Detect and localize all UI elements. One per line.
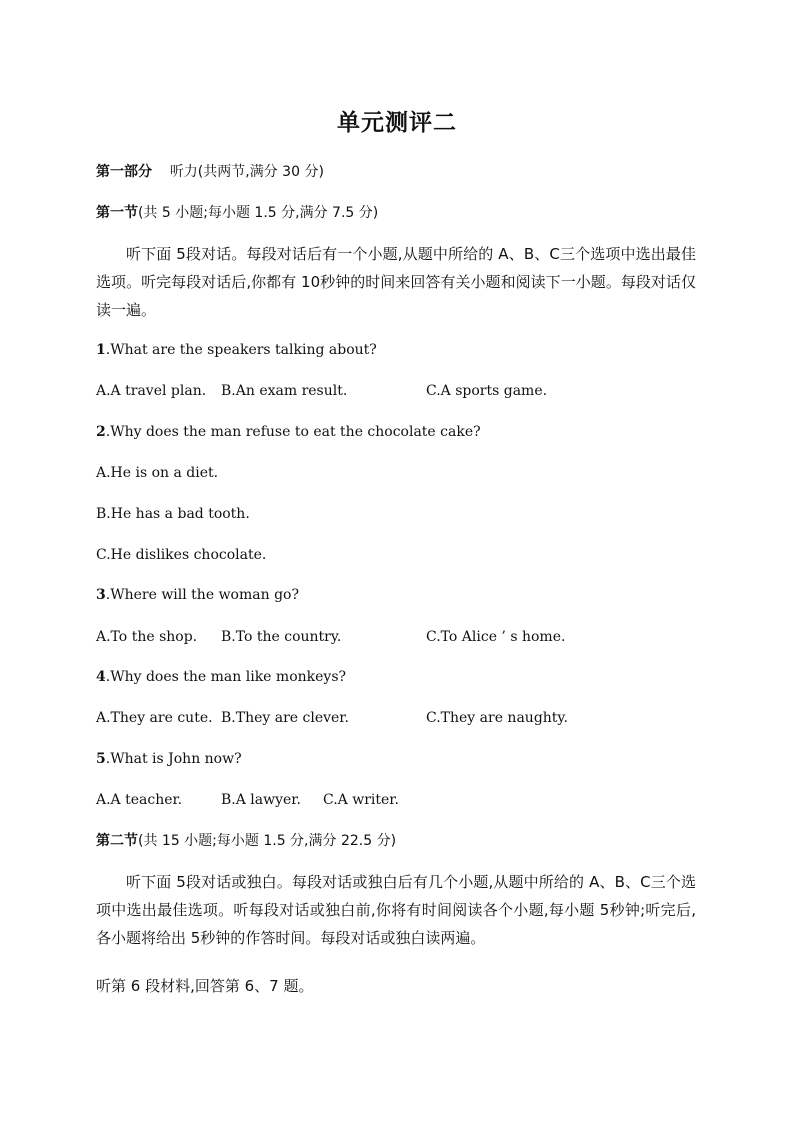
question-2 (96, 422, 481, 442)
option-3b: B.To the country. (221, 629, 342, 645)
part1-heading (96, 162, 324, 182)
option-3a: A.To the shop. (96, 629, 198, 645)
question-5 (96, 749, 242, 769)
option-2b: B.He has a bad tooth. (96, 506, 250, 522)
option-5a: A.A teacher. (96, 792, 183, 808)
option-4b: B.They are clever. (221, 710, 349, 726)
question-text: .Why does the man like monkeys? (105, 669, 347, 685)
section2-heading-detail: (共 15 小题;每小题 1.5 分,满分 22.5 分) (138, 833, 397, 849)
part1-heading-detail: 听力(共两节,满分 30 分) (169, 164, 324, 180)
section2-instructions: 听下面 5段对话或独白。每段对话或独白后有几个小题,从题中所给的 A、B、C三个选项中选出最佳选项。听每段对话或独白前,你将有时间阅读各个小题,每小题 5秒钟;听完后,各小题将给出 5秒钟的作答时间。每段对话或独白读两遍。 (96, 873, 696, 947)
option-1a: A.A travel plan. (96, 383, 207, 399)
question-number: 4 (96, 669, 106, 685)
question-number: 3 (96, 587, 106, 603)
option-4a: A.They are cute. (96, 710, 213, 726)
option-4c: C.They are naughty. (426, 710, 568, 726)
section2-heading (96, 831, 396, 851)
question-text: .What is John now? (105, 751, 242, 767)
question-text: .What are the speakers talking about? (105, 342, 377, 358)
question-text: .Why does the man refuse to eat the chocolate cake? (105, 424, 481, 440)
material-6-instruction: 听第 6 段材料,回答第 6、7 题。 (96, 977, 314, 995)
section1-heading-detail: (共 5 小题;每小题 1.5 分,满分 7.5 分) (138, 205, 379, 221)
part1-heading-label: 第一部分 (96, 164, 152, 180)
section1-heading-label: 第一节 (96, 205, 138, 221)
option-5c: C.A writer. (323, 792, 399, 808)
question-4 (96, 667, 346, 687)
option-2c: C.He dislikes chocolate. (96, 547, 267, 563)
option-3c: C.To Alice ’ s home. (426, 629, 566, 645)
section1-instructions: 听下面 5段对话。每段对话后有一个小题,从题中所给的 A、B、C三个选项中选出最佳选项。听完每段对话后,你都有 10秒钟的时间来回答有关小题和阅读下一小题。每段对话仅读一遍。 (96, 245, 696, 319)
question-number: 1 (96, 342, 106, 358)
option-1c: C.A sports game. (426, 383, 548, 399)
question-text: .Where will the woman go? (105, 587, 299, 603)
section2-heading-label: 第二节 (96, 833, 138, 849)
page-title: 单元测评二 (337, 110, 457, 136)
option-1b: B.An exam result. (221, 383, 348, 399)
option-2a: A.He is on a diet. (96, 465, 219, 481)
section1-heading (96, 203, 378, 223)
question-1 (96, 340, 377, 360)
question-3 (96, 585, 299, 605)
question-number: 2 (96, 424, 106, 440)
option-5b: B.A lawyer. (221, 792, 301, 808)
question-number: 5 (96, 751, 106, 767)
